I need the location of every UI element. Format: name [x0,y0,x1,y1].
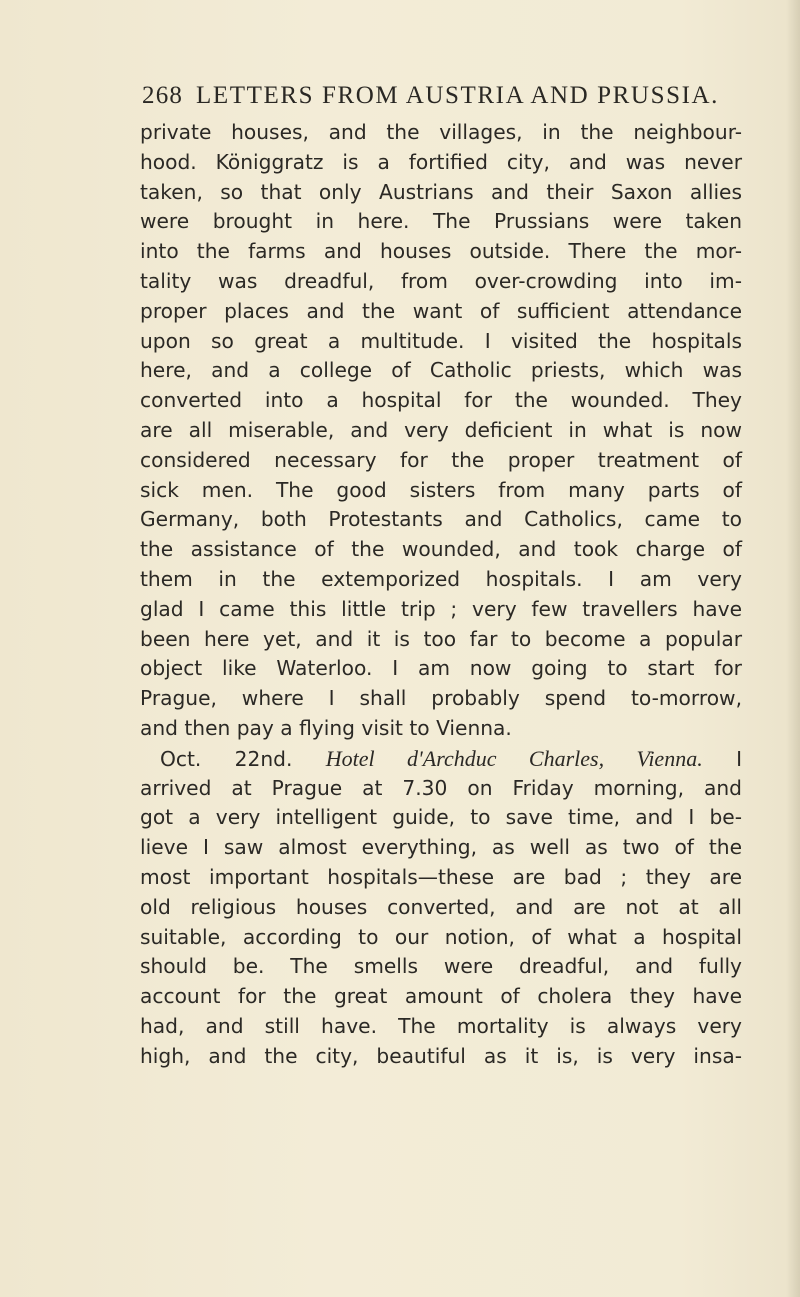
text-line: glad I came this little trip ; very few travellers have [140,596,742,621]
page-edge-shadow [786,0,800,1297]
text-line: them in the extemporized hospitals. I am very [140,566,742,591]
text-line: had, and still have. The mortality is always very [140,1013,742,1038]
text-line: here, and a college of Catholic priests, which was [140,358,742,383]
body-text [140,118,742,1072]
text-line: Prague, where I shall probably spend to-morrow, [140,686,742,711]
text-line: considered necessary for the proper treatment of [140,447,742,472]
dateline-date: Oct. 22nd. [160,746,293,771]
text-line: got a very intelligent guide, to save time, and I be- [140,805,742,830]
text-line: lieve I saw almost everything, as well as two of the [140,835,742,860]
text-line: tality was dreadful, from over-crowding into im- [140,268,742,293]
text-line: proper places and the want of sufficient attendance [140,298,742,323]
dateline [140,744,742,774]
text-line: suitable, according to our notion, of what a hospital [140,924,742,949]
dateline-place: Hotel d'Archduc Charles, Vienna. [325,745,703,771]
text-line: most important hospitals—these are bad ; they are [140,864,742,889]
text-line: upon so great a multitude. I visited the hospitals [140,328,742,353]
text-line: private houses, and the villages, in the neighbour- [140,120,742,144]
text-line: high, and the city, beautiful as it is, is very insa- [140,1043,742,1068]
text-line: arrived at Prague at 7.30 on Friday morning, and [140,775,742,800]
text-line: object like Waterloo. I am now going to start for [140,656,742,681]
text-line: been here yet, and it is too far to become a popular [140,626,742,651]
text-line: taken, so that only Austrians and their Saxon allies [140,179,742,204]
running-head: LETTERS FROM AUSTRIA AND PRUSSIA. [196,82,720,109]
text-line: account for the great amount of cholera they have [140,984,742,1009]
text-line: should be. The smells were dreadful, and fully [140,954,742,979]
text-line: were brought in here. The Prussians were taken [140,209,742,234]
text-line: sick men. The good sisters from many parts of [140,477,742,502]
text-line: and then pay a flying visit to Vienna. [140,715,512,740]
dateline-rest: I [736,746,743,771]
text-line: converted into a hospital for the wounded. They [140,388,742,413]
page-number: 268 [142,82,184,109]
text-line: the assistance of the wounded, and took charge of [140,537,742,562]
text-line: hood. Königgratz is a fortified city, and was never [140,149,742,174]
text-line: are all miserable, and very deficient in what is now [140,417,742,442]
text-line: Germany, both Protestants and Catholics, came to [140,507,742,532]
page-header [142,82,742,122]
text-line: into the farms and houses outside. There the mor- [140,239,742,264]
text-line: old religious houses converted, and are not at all [140,894,742,919]
